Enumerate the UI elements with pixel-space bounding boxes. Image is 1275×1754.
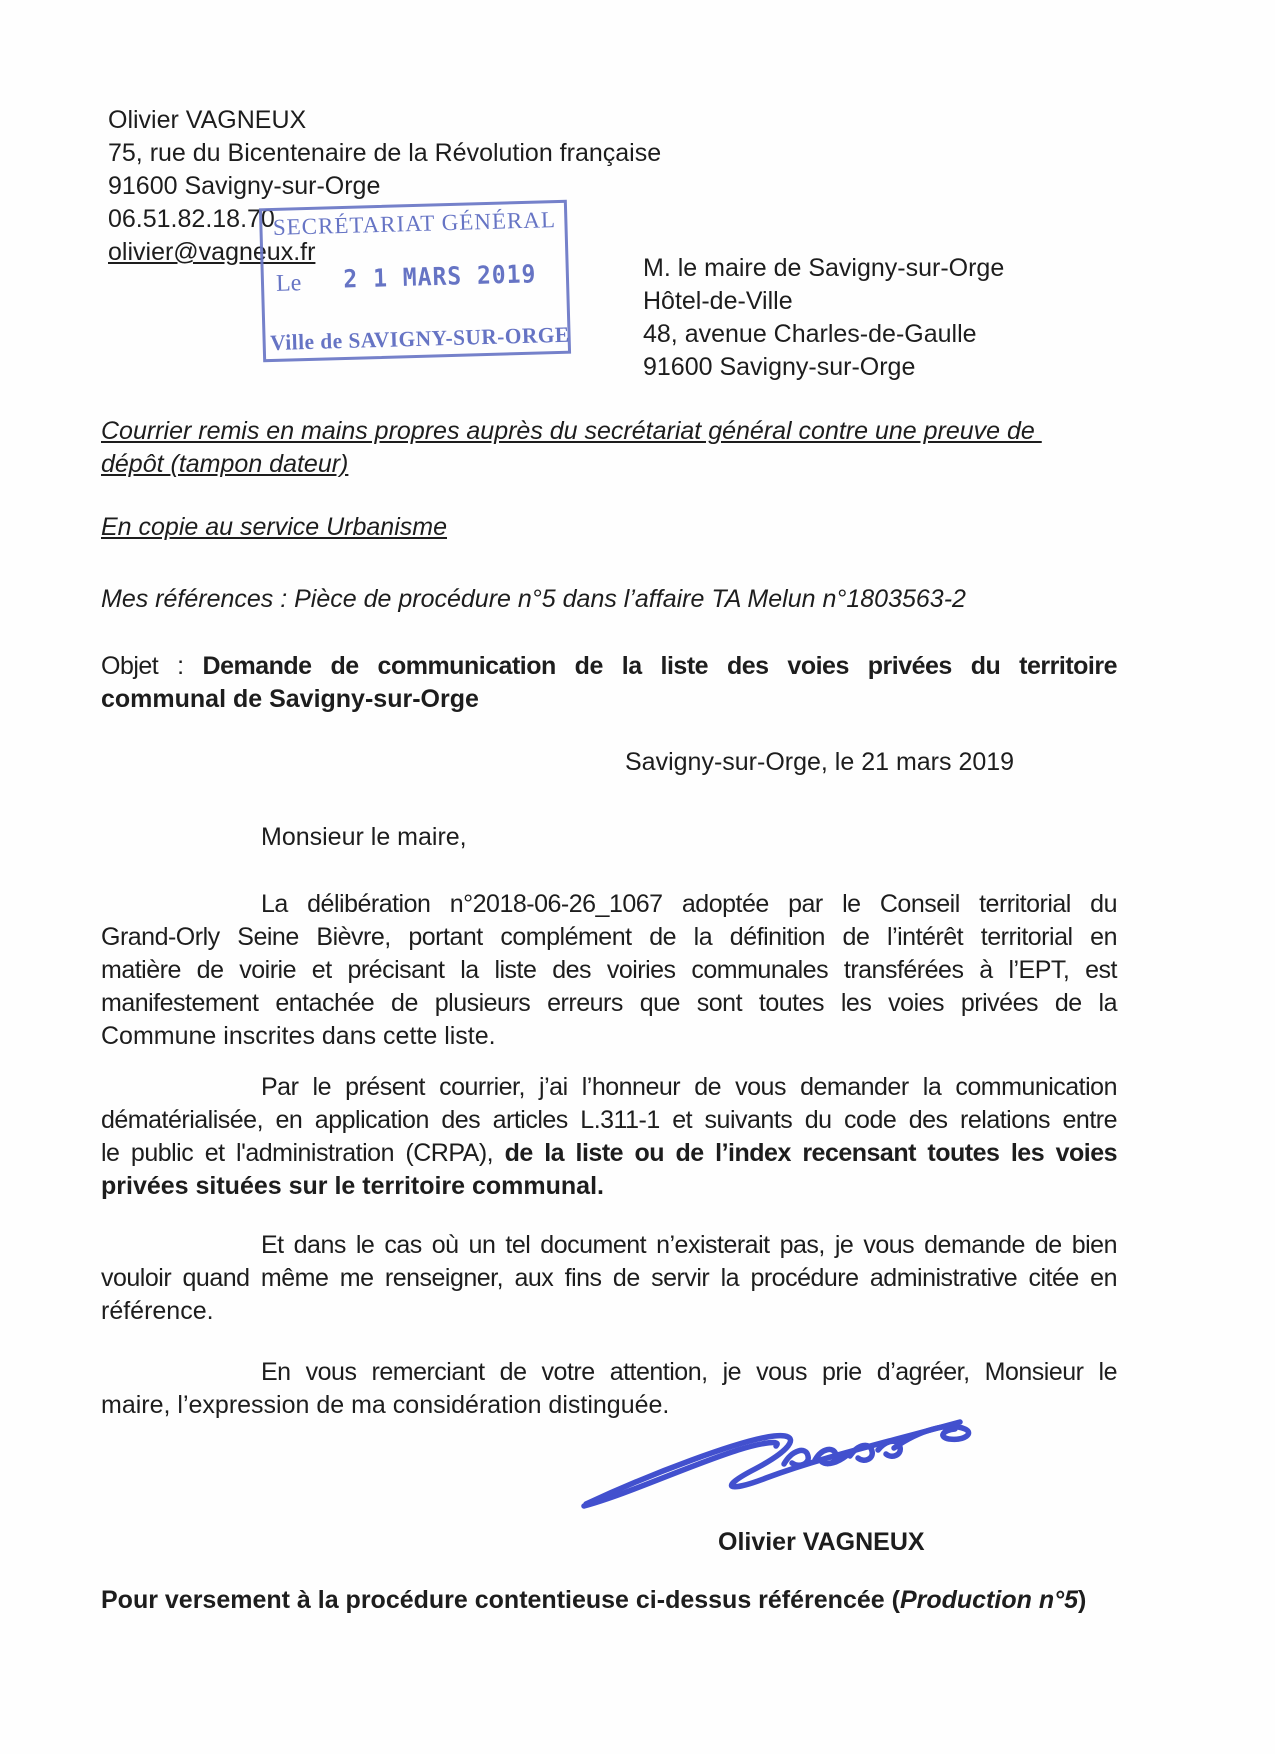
paragraph-3-line: vouloir quand même me renseigner, aux fins de servir la procédure administrative citée en [101, 1264, 1117, 1292]
body-paragraph-2 [101, 1071, 1117, 1203]
recipient-block [643, 252, 1004, 384]
stamp-date: 2 1 MARS 2019 [343, 260, 537, 295]
signature-name [718, 1526, 925, 1559]
stamp-city-line: Ville de SAVIGNY-SUR-ORGE [269, 321, 570, 356]
references-line: Mes références : Pièce de procédure n°5 dans l’affaire TA Melun n°1803563-2 [101, 585, 966, 613]
stamp-le-label: Le [275, 270, 302, 297]
sender-phone: 06.51.82.18.70 [108, 205, 275, 233]
paragraph-1-line: manifestement entachée de plusieurs erreurs que sont toutes les voies privées de la [101, 989, 1117, 1017]
sender-email: olivier@vagneux.fr [108, 238, 316, 266]
recipient-line: Hôtel-de-Ville [643, 287, 793, 315]
sender-address-line1: 75, rue du Bicentenaire de la Révolution française [108, 139, 662, 167]
footer-note [101, 1584, 1117, 1617]
paragraph-1-line: matière de voirie et précisant la liste des voiries communales transférées à l’EPT, est [101, 956, 1117, 984]
sender-name: Olivier VAGNEUX [108, 106, 307, 134]
paragraph-1-line: Commune inscrites dans cette liste. [101, 1022, 496, 1050]
paragraph-2-line: Par le présent courrier, j’ai l’honneur de vous demander la communication [261, 1073, 1117, 1101]
footer-note-line: Pour versement à la procédure contentieuse ci-dessus référencée (Production n°5) [101, 1586, 1087, 1614]
signature-handwriting [568, 1402, 978, 1520]
delivery-note-line: Courrier remis en mains propres auprès du secrétariat général contre une preuve de [101, 417, 1042, 445]
dateline-line: Savigny-sur-Orge, le 21 mars 2019 [625, 748, 1015, 776]
paragraph-4-line: En vous remerciant de votre attention, je vous prie d’agréer, Monsieur le [261, 1358, 1117, 1386]
copy-note [101, 511, 1117, 544]
sender-address-line2: 91600 Savigny-sur-Orge [108, 172, 381, 200]
body-paragraph-1 [101, 888, 1117, 1053]
recipient-line: 91600 Savigny-sur-Orge [643, 353, 916, 381]
paragraph-3-line: Et dans le cas où un tel document n’existerait pas, je vous demande de bien [261, 1231, 1117, 1259]
subject-line: Objet : Demande de communication de la liste des voies privées du territoire [101, 652, 1117, 680]
body-paragraph-3 [101, 1229, 1117, 1328]
paragraph-4-line: maire, l’expression de ma considération distinguée. [101, 1391, 670, 1419]
paragraph-1-line: Grand-Orly Seine Bièvre, portant complément de la définition de l’intérêt territorial en [101, 923, 1117, 951]
date-stamp [259, 200, 571, 363]
stamp-title: SECRÉTARIAT GÉNÉRAL [272, 207, 557, 240]
paragraph-1-line: La délibération n°2018-06-26_1067 adoptée par le Conseil territorial du [261, 890, 1117, 918]
recipient-line: 48, avenue Charles-de-Gaulle [643, 320, 977, 348]
signature-name-line: Olivier VAGNEUX [718, 1528, 925, 1556]
subject-line [101, 650, 1117, 716]
salutation-line: Monsieur le maire, [261, 823, 467, 851]
copy-note-line: En copie au service Urbanisme [101, 513, 447, 541]
paragraph-2-line: privées situées sur le territoire communal. [101, 1172, 604, 1200]
recipient-line: M. le maire de Savigny-sur-Orge [643, 254, 1005, 282]
delivery-note-line: dépôt (tampon dateur) [101, 450, 349, 478]
dateline [625, 746, 1014, 779]
references-line [101, 583, 1117, 616]
paragraph-2-line: dématérialisée, en application des articles L.311-1 et suivants du code des relations entre [101, 1106, 1117, 1134]
subject-line: communal de Savigny-sur-Orge [101, 685, 479, 713]
salutation [261, 821, 467, 854]
paragraph-3-line: référence. [101, 1297, 214, 1325]
delivery-note [101, 415, 1117, 481]
paragraph-2-line: le public et l'administration (CRPA), de la liste ou de l’index recensant toutes les voies [101, 1139, 1117, 1167]
